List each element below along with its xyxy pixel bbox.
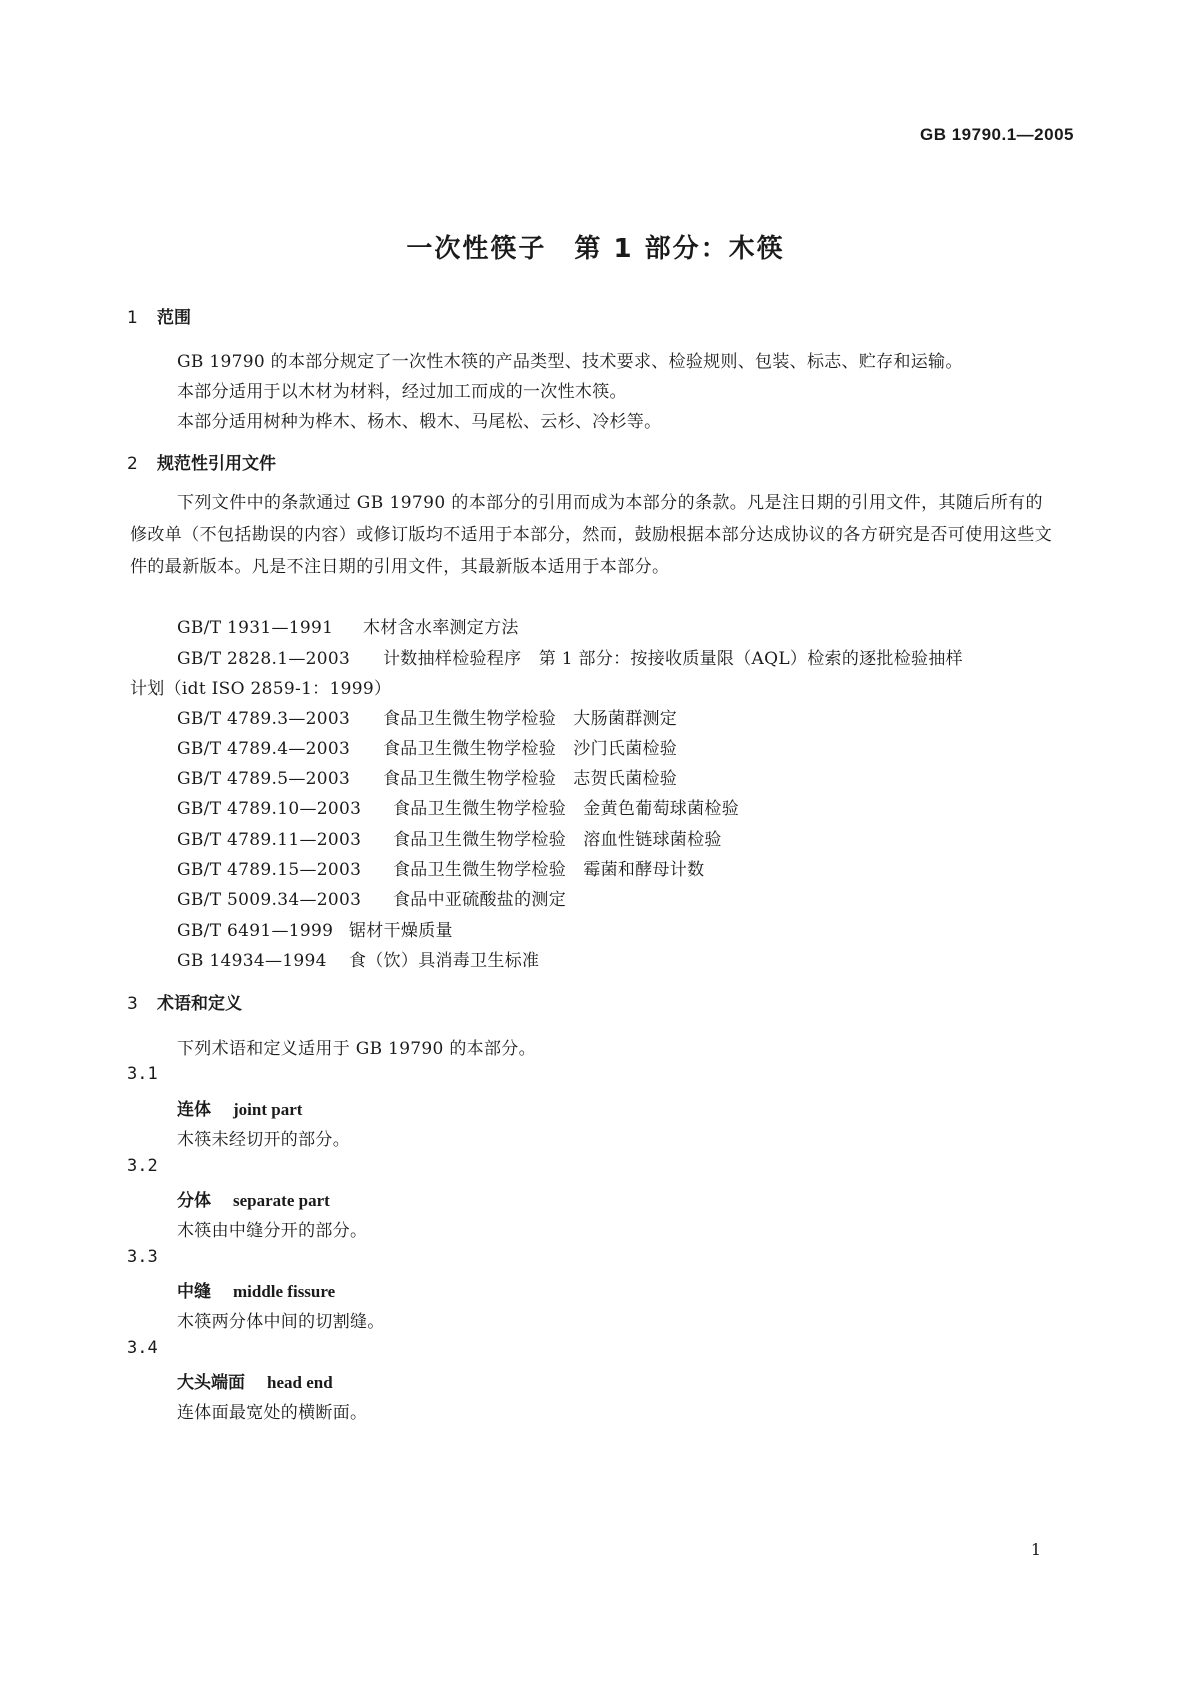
reference-title: 木材含水率测定方法 (363, 618, 519, 638)
term-heading (177, 1095, 302, 1120)
term-definition: 木筷两分体中间的切割缝。 (177, 1312, 385, 1332)
term-number: 3.1 (127, 1064, 158, 1084)
term-number: 3.2 (127, 1156, 158, 1176)
term-zh: 分体 (177, 1191, 211, 1211)
term-heading (177, 1186, 330, 1211)
reference-title: 食品卫生微生物学检验 溶血性链球菌检验 (393, 830, 722, 850)
reference-item (177, 644, 963, 669)
term-zh: 大头端面 (177, 1373, 245, 1393)
section-title: 术语和定义 (157, 994, 242, 1014)
section-3-heading (127, 989, 242, 1014)
reference-code: GB/T 4789.11—2003 (177, 830, 362, 850)
reference-item (177, 734, 677, 759)
reference-code: GB/T 4789.10—2003 (177, 799, 362, 819)
paragraph: GB 19790 的本部分规定了一次性木筷的产品类型、技术要求、检验规则、包装、标志、贮存和运输。 (177, 352, 963, 372)
reference-code: GB/T 4789.5—2003 (177, 769, 351, 789)
paragraph: 本部分适用于以木材为材料，经过加工而成的一次性木筷。 (177, 382, 627, 402)
term-heading (177, 1368, 333, 1393)
page-number: 1 (1030, 1540, 1041, 1559)
reference-item (177, 885, 566, 910)
reference-title: 食品卫生微生物学检验 金黄色葡萄球菌检验 (393, 799, 739, 819)
reference-item (177, 916, 453, 941)
section-number: 2 (127, 454, 138, 474)
section-number: 1 (127, 308, 138, 328)
reference-code: GB/T 6491—1999 (177, 921, 334, 941)
reference-code: GB 14934—1994 (177, 951, 327, 971)
term-number: 3.4 (127, 1338, 158, 1358)
term-number: 3.3 (127, 1247, 158, 1267)
paragraph: 本部分适用树种为桦木、杨木、椴木、马尾松、云杉、冷杉等。 (177, 412, 662, 432)
reference-title: 食品卫生微生物学检验 大肠菌群测定 (383, 709, 678, 729)
reference-title: 食品卫生微生物学检验 志贺氏菌检验 (383, 769, 678, 789)
term-en: head end (267, 1373, 333, 1392)
reference-item (177, 704, 677, 729)
section-number: 3 (127, 994, 138, 1014)
section-2-heading (127, 449, 276, 474)
reference-title: 锯材干燥质量 (349, 921, 453, 941)
reference-title: 食品中亚硫酸盐的测定 (393, 890, 566, 910)
reference-title: 食品卫生微生物学检验 沙门氏菌检验 (383, 739, 678, 759)
term-definition: 连体面最宽处的横断面。 (177, 1403, 368, 1423)
section-title: 范围 (157, 308, 191, 328)
term-en: middle fissure (233, 1282, 336, 1301)
standard-code-header: GB 19790.1—2005 (920, 125, 1074, 144)
reference-item (177, 764, 677, 789)
reference-title-continuation: 计划（idt ISO 2859-1：1999） (130, 679, 392, 699)
term-en: separate part (233, 1191, 330, 1210)
term-definition: 木筷由中缝分开的部分。 (177, 1221, 368, 1241)
section-1-heading (127, 303, 191, 328)
reference-title: 计数抽样检验程序 第 1 部分：按接收质量限（AQL）检索的逐批检验抽样 (383, 649, 963, 669)
reference-item (177, 946, 539, 971)
reference-title: 食品卫生微生物学检验 霉菌和酵母计数 (393, 860, 705, 880)
term-en: joint part (233, 1100, 303, 1119)
reference-item (177, 613, 519, 638)
reference-title: 食（饮）具消毒卫生标准 (349, 951, 540, 971)
term-definition: 木筷未经切开的部分。 (177, 1130, 350, 1150)
reference-code: GB/T 1931—1991 (177, 618, 334, 638)
term-heading (177, 1277, 335, 1302)
reference-code: GB/T 2828.1—2003 (177, 649, 351, 669)
reference-item (177, 855, 704, 880)
reference-code: GB/T 4789.15—2003 (177, 860, 362, 880)
term-zh: 中缝 (177, 1282, 211, 1302)
document-title: 一次性筷子 第 1 部分：木筷 (406, 234, 785, 264)
reference-code: GB/T 4789.4—2003 (177, 739, 351, 759)
term-zh: 连体 (177, 1100, 211, 1120)
reference-item (177, 825, 722, 850)
reference-item (177, 794, 739, 819)
reference-code: GB/T 4789.3—2003 (177, 709, 351, 729)
reference-code: GB/T 5009.34—2003 (177, 890, 362, 910)
section-title: 规范性引用文件 (157, 454, 276, 474)
terms-intro-paragraph: 下列术语和定义适用于 GB 19790 的本部分。 (177, 1039, 536, 1059)
references-intro-paragraph: 下列文件中的条款通过 GB 19790 的本部分的引用而成为本部分的条款。凡是注日期的引用文件，其随后所有的修改单（不包括勘误的内容）或修订版均不适用于本部分，然而，鼓励根据本部分达成协议的各方研究是否可使用这些文件的最新版本。凡是不注日期的引用文件，其最新版本适用于本部分。 (130, 493, 1053, 577)
